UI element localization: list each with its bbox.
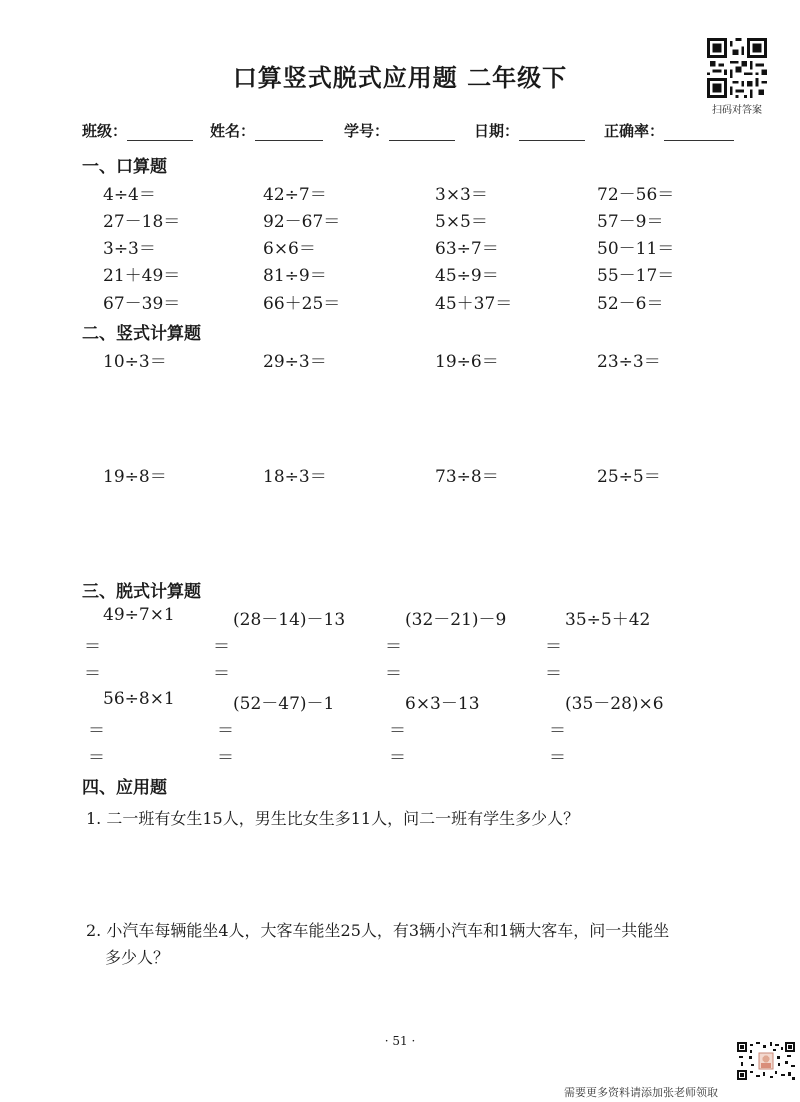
vertical-problem: 19÷8＝ [103,467,167,487]
vertical-problem: 73÷8＝ [435,467,499,487]
equals-step: ＝ [84,664,101,684]
equals-step: ＝ [385,664,402,684]
name-blank[interactable] [255,124,323,141]
vertical-problem: 19÷6＝ [435,352,499,372]
equals-step: ＝ [545,664,562,684]
student-id-field[interactable] [344,120,455,141]
oral-problem: 63÷7＝ [435,239,499,259]
oral-problem: 52－6＝ [597,294,664,314]
oral-problem: 21＋49＝ [103,266,181,286]
stepwise-problem: 56÷8×1 [103,689,175,709]
oral-problem: 4÷4＝ [103,185,156,205]
equals-step: ＝ [389,748,406,768]
stepwise-problem: 35÷5＋42 [565,610,651,630]
section-word-problems-heading: 四、应用题 [82,778,167,798]
equals-step: ＝ [213,664,230,684]
stepwise-problem: 49÷7×1 [103,605,175,625]
word-problem-2-line-2: 多少人？ [105,948,170,967]
date-label: 日期： [474,122,520,140]
word-problem-2-line-1: 2. 小汽车每辆能坐4人，大客车能坐25人，有3辆小汽车和1辆大客车，问一共能坐 [86,921,670,940]
vertical-problem: 25÷5＝ [597,467,661,487]
accuracy-label: 正确率： [604,122,665,140]
class-field[interactable] [82,120,193,141]
page-number: · 51 · [384,1034,416,1048]
oral-problem: 45＋37＝ [435,294,513,314]
equals-step: ＝ [549,748,566,768]
footer-contact-note: 需要更多资料请添加张老师领取 [564,1086,718,1099]
oral-problem: 81÷9＝ [263,266,327,286]
equals-step: ＝ [389,721,406,741]
vertical-problem: 18÷3＝ [263,467,327,487]
section-vertical-heading: 二、竖式计算题 [82,324,201,344]
stepwise-problem: (32－21)－9 [405,610,507,630]
contact-qr-code-icon[interactable] [737,1042,795,1080]
student-id-blank[interactable] [389,124,455,141]
section-oral-heading: 一、口算题 [82,157,167,177]
accuracy-field[interactable] [604,120,734,141]
name-label: 姓名： [210,122,256,140]
oral-problem: 3×3＝ [435,185,488,205]
vertical-problem: 10÷3＝ [103,352,167,372]
oral-problem: 27－18＝ [103,212,181,232]
answer-qr-code-icon[interactable] [707,38,767,98]
equals-step: ＝ [549,721,566,741]
page-title: 口算竖式脱式应用题 二年级下 [232,64,568,92]
equals-step: ＝ [385,637,402,657]
oral-problem: 3÷3＝ [103,239,156,259]
accuracy-blank[interactable] [664,124,734,141]
stepwise-problem: (52－47)－1 [233,694,335,714]
word-problem-1: 1. 二一班有女生15人，男生比女生多11人，问二一班有学生多少人？ [86,809,580,828]
date-field[interactable] [474,120,585,141]
equals-step: ＝ [213,637,230,657]
equals-step: ＝ [217,748,234,768]
oral-problem: 72－56＝ [597,185,675,205]
oral-problem: 50－11＝ [597,239,675,259]
oral-problem: 57－9＝ [597,212,664,232]
oral-problem: 5×5＝ [435,212,488,232]
stepwise-problem: 6×3－13 [405,694,480,714]
equals-step: ＝ [88,721,105,741]
qr-caption: 扫码对答案 [712,105,762,116]
stepwise-problem: (28－14)－13 [233,610,346,630]
oral-problem: 6×6＝ [263,239,316,259]
vertical-problem: 29÷3＝ [263,352,327,372]
oral-problem: 66＋25＝ [263,294,341,314]
equals-step: ＝ [217,721,234,741]
date-blank[interactable] [519,124,585,141]
class-label: 班级： [82,122,128,140]
section-stepwise-heading: 三、脱式计算题 [82,582,201,602]
oral-problem: 92－67＝ [263,212,341,232]
stepwise-problem: (35－28)×6 [565,694,664,714]
equals-step: ＝ [88,748,105,768]
oral-problem: 67－39＝ [103,294,181,314]
student-id-label: 学号： [344,122,390,140]
oral-problem: 55－17＝ [597,266,675,286]
equals-step: ＝ [545,637,562,657]
class-blank[interactable] [127,124,193,141]
vertical-problem: 23÷3＝ [597,352,661,372]
oral-problem: 45÷9＝ [435,266,499,286]
oral-problem: 42÷7＝ [263,185,327,205]
equals-step: ＝ [84,637,101,657]
name-field[interactable] [210,120,323,141]
